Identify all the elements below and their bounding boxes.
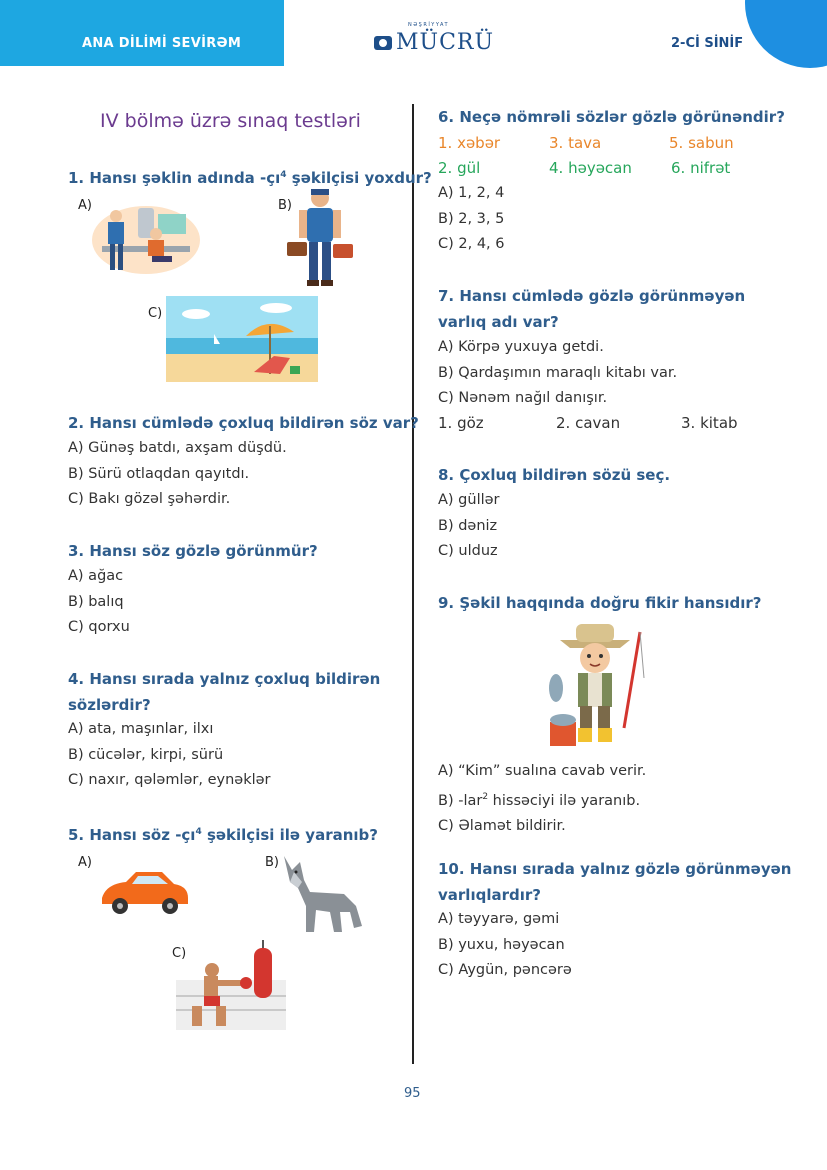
logo-text: NƏŞRİYYAT MÜCRÜ: [396, 22, 495, 55]
q10-option-b: B) yuxu, həyəcan: [438, 936, 565, 953]
column-divider: [412, 104, 414, 1064]
q7-option-a: A) Körpə yuxuya getdi.: [438, 339, 604, 355]
q1-label-c: C): [148, 306, 163, 321]
q6-word-2: 2. gül: [438, 159, 481, 177]
page-number: 95: [404, 1086, 421, 1101]
q9-option-a: A) “Kim” sualına cavab verir.: [438, 763, 647, 779]
q4-option-b: B) cücələr, kirpi, sürü: [68, 746, 224, 763]
q4-option-c: C) naxır, qələmlər, eynəklər: [68, 772, 271, 788]
q3-option-b: B) balıq: [68, 593, 124, 610]
q9-option-b: B) -lar$^2$ hissəciyi ilə yaranıb.: [438, 791, 641, 809]
wolf-image: [280, 852, 366, 936]
q8-option-c: C) ulduz: [438, 543, 498, 559]
q10-options: [438, 907, 572, 984]
q1-label-a: A): [78, 198, 92, 213]
q2-option-c: C) Bakı gözəl şəhərdir.: [68, 491, 231, 507]
grade-label: 2-Cİ SİNİF: [671, 36, 744, 51]
question-8: 8. Çoxluq bildirən sözü seç.: [438, 466, 671, 484]
fisherman-boy-image: [540, 618, 650, 752]
section-title: IV bölmə üzrə sınaq testləri: [100, 110, 361, 132]
q5-label-b: B): [265, 855, 279, 870]
question-5: 5. Hansı söz $-çı^4$ şəkilçisi ilə yaranıb?: [68, 826, 378, 844]
question-3: 3. Hansı söz gözlə görünmür?: [68, 542, 318, 560]
q7-options: [438, 335, 677, 412]
plumbers-image: [92, 200, 200, 276]
q7-option-c: C) Nənəm nağıl danışır.: [438, 390, 608, 406]
q10-option-c: C) Aygün, pəncərə: [438, 962, 572, 978]
question-7: 7. Hansı cümlədə gözlə görünməyən varlıq adı var?: [438, 287, 746, 331]
q4-options: [68, 717, 271, 794]
q2-option-a: A) Günəş batdı, axşam düşdü.: [68, 440, 287, 456]
q6-option-c: C) 2, 4, 6: [438, 236, 505, 252]
q5-label-a: A): [78, 855, 92, 870]
boxer-image: [176, 940, 286, 1030]
q6-option-b: B) 2, 3, 5: [438, 210, 505, 227]
q6-word-3: 3. tava: [549, 134, 602, 152]
logo-subtext: NƏŞRİYYAT: [408, 22, 450, 28]
question-6: 6. Neçə nömrəli sözlər gözlə görünəndir?: [438, 108, 785, 126]
q3-option-c: C) qorxu: [68, 619, 130, 635]
question-10: 10. Hansı sırada yalnız gözlə görünməyən varlıqlardır?: [438, 860, 792, 904]
q2-options: [68, 436, 287, 513]
q6-word-1: 1. xəbər: [438, 134, 501, 152]
q8-option-a: A) güllər: [438, 492, 500, 508]
q3-option-a: A) ağac: [68, 568, 124, 584]
q3-options: [68, 564, 130, 641]
publisher-logo: [374, 22, 495, 55]
q7-number-2: 2. cavan: [556, 414, 621, 432]
q6-word-6: 6. nifrət: [671, 159, 731, 177]
q1-label-b: B): [278, 198, 292, 213]
question-2: 2. Hansı cümlədə çoxluq bildirən söz var?: [68, 414, 419, 432]
q9-options: [438, 759, 646, 839]
logo-icon: [374, 36, 392, 50]
book-title: ANA DİLİMİ SEVİRƏM: [82, 36, 242, 51]
q6-word-5: 5. sabun: [669, 134, 734, 152]
q7-number-3: 3. kitab: [681, 414, 738, 432]
question-4: 4. Hansı sırada yalnız çoxluq bildirən sözlərdir?: [68, 670, 381, 714]
q8-options: [438, 488, 500, 565]
q6-option-a: A) 1, 2, 4: [438, 185, 505, 201]
q6-options: [438, 181, 505, 258]
corner-decoration: [745, 0, 827, 68]
q4-option-a: A) ata, maşınlar, ilxı: [68, 721, 214, 737]
q7-option-b: B) Qardaşımın maraqlı kitabı var.: [438, 364, 678, 381]
q9-option-c: C) Əlamət bildirir.: [438, 817, 566, 834]
q10-option-a: A) təyyarə, gəmi: [438, 911, 560, 927]
q5-label-c: C): [172, 946, 187, 961]
q6-word-4: 4. həyəcan: [549, 159, 632, 177]
q2-option-b: B) Sürü otlaqdan qayıtdı.: [68, 465, 250, 482]
question-1: 1. Hansı şəklin adında $-çı^4$ şəkilçisi yoxdur?: [68, 169, 432, 187]
repairman-image: [287, 186, 353, 290]
q7-number-1: 1. göz: [438, 414, 484, 432]
q8-option-b: B) dəniz: [438, 517, 498, 534]
car-image: [96, 868, 192, 916]
question-9: 9. Şəkil haqqında doğru fikir hansıdır?: [438, 594, 762, 612]
header-left-banner: [0, 0, 284, 66]
beach-image: [166, 296, 318, 382]
